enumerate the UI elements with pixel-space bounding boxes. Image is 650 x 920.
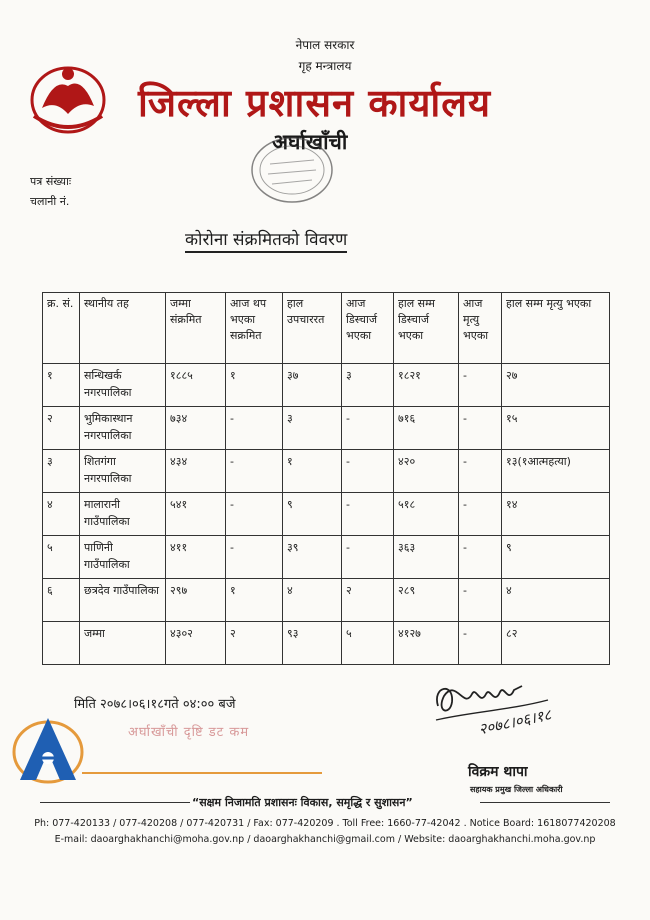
table-cell: १ [226,579,283,622]
table-row [43,407,610,450]
table-cell: २८९ [394,579,459,622]
table-cell: - [459,622,502,665]
table-cell: - [459,493,502,536]
table-cell: छत्रदेव गाउँपालिका [80,579,166,622]
table-cell: ३ [342,364,394,407]
dispatch-number-label: चलानी नं. [30,195,70,208]
table-cell: - [226,450,283,493]
report-date: मिति २०७८।०६।१८गते ०४:०० बजे [74,697,236,712]
table-cell: १८८५ [166,364,226,407]
table-cell: १३(१आत्महत्या) [502,450,610,493]
table-row [43,536,610,579]
header-cell: हाल सम्म मृत्यु भएका [502,293,610,364]
header-cell: स्थानीय तह [80,293,166,364]
table-cell: १५ [502,407,610,450]
table-cell: ४ [43,493,80,536]
government-name: नेपाल सरकार [295,38,355,52]
district-name: अर्घाखाँची [272,130,348,154]
table-cell: पाणिनी गाउँपालिका [80,536,166,579]
table-total-row [43,622,610,665]
table-cell: ४२० [394,450,459,493]
table-cell: २ [342,579,394,622]
table-row [43,579,610,622]
source-logo-icon [10,712,90,786]
slogan-divider-left [40,802,190,803]
logo-underline [82,772,322,774]
document-subject: कोरोना संक्रमितको विवरण [185,227,347,253]
table-cell: ६ [43,579,80,622]
table-cell: १८२१ [394,364,459,407]
table-cell: - [459,364,502,407]
table-cell: - [226,536,283,579]
table-cell: - [342,493,394,536]
table-cell: ५ [43,536,80,579]
officer-title: सहायक प्रमुख जिल्ला अधिकारी [470,785,563,794]
table-cell: - [459,579,502,622]
table-cell: - [459,407,502,450]
office-slogan: “सक्षम निजामति प्रशासनः विकास, समृद्धि र सुशासन” [192,796,413,809]
table-cell: - [342,536,394,579]
table-cell: ३६३ [394,536,459,579]
table-cell: ४३०२ [166,622,226,665]
table-cell: २७ [502,364,610,407]
table-cell: ८२ [502,622,610,665]
header-cell: हाल सम्म डिस्चार्ज भएका [394,293,459,364]
table-cell: - [459,450,502,493]
table-cell: - [459,536,502,579]
table-cell: २ [226,622,283,665]
slogan-divider-right [480,802,610,803]
header-cell: जम्मा संक्रमित [166,293,226,364]
letter-number-label: पत्र संख्याः [30,175,72,188]
table-cell: - [342,407,394,450]
table-cell: ३ [283,407,342,450]
covid-cases-table [42,292,610,665]
ministry-name: गृह मन्त्रालय [298,59,352,73]
table-cell: १४ [502,493,610,536]
table-cell: ७३४ [166,407,226,450]
table-cell [43,622,80,665]
table-cell: ४३४ [166,450,226,493]
header-cell: हाल उपचाररत [283,293,342,364]
table-cell: ३७ [283,364,342,407]
contact-phone-line: Ph: 077-420133 / 077-420208 / 077-420731 / Fax: 077-420209 . Toll Free: 1660-77-42042 . Notice Board: 1618077420208 [34,818,616,829]
table-cell: सन्धिखर्क नगरपालिका [80,364,166,407]
table-cell: १ [226,364,283,407]
table-cell: मालारानी गाउँपालिका [80,493,166,536]
table-cell: - [342,450,394,493]
table-row [43,493,610,536]
table-cell: ९३ [283,622,342,665]
table-cell: ४ [283,579,342,622]
table-cell: ५१८ [394,493,459,536]
office-seal-stamp [248,132,336,206]
table-cell: ४१२७ [394,622,459,665]
table-row [43,450,610,493]
table-cell: १ [283,450,342,493]
table-cell: २ [43,407,80,450]
table-cell: भुमिकास्थान नगरपालिका [80,407,166,450]
table-cell: १ [43,364,80,407]
table-row [43,364,610,407]
table-cell: जम्मा [80,622,166,665]
signature-date: २०७८।०६।१८ [476,705,553,739]
officer-name: विक्रम थापा [468,764,528,780]
office-name: जिल्ला प्रशासन कार्यालय [138,80,492,125]
contact-email-line: E-mail: daoarghakhanchi@moha.gov.np / daoarghakhanchi@gmail.com / Website: daoarghakhanchi.moha.gov.np [54,834,596,845]
table-cell: शितगंगा नगरपालिका [80,450,166,493]
header-cell: क्र. सं. [43,293,80,364]
table-cell: ७१६ [394,407,459,450]
header-cell: आज डिस्चार्ज भएका [342,293,394,364]
header-cell: आज मृत्यु भएका [459,293,502,364]
table-cell: २९७ [166,579,226,622]
source-watermark: अर्घाखाँची दृष्टि डट कम [128,725,250,740]
table-cell: ४११ [166,536,226,579]
header-cell: आज थप भएका सक्रमित [226,293,283,364]
table-cell: ५४१ [166,493,226,536]
table-cell: ४ [502,579,610,622]
table-cell: ५ [342,622,394,665]
table-cell: - [226,407,283,450]
table-cell: ३९ [283,536,342,579]
table-header-row [43,293,610,364]
table-cell: ९ [502,536,610,579]
table-cell: ३ [43,450,80,493]
table-cell: ९ [283,493,342,536]
table-cell: - [226,493,283,536]
